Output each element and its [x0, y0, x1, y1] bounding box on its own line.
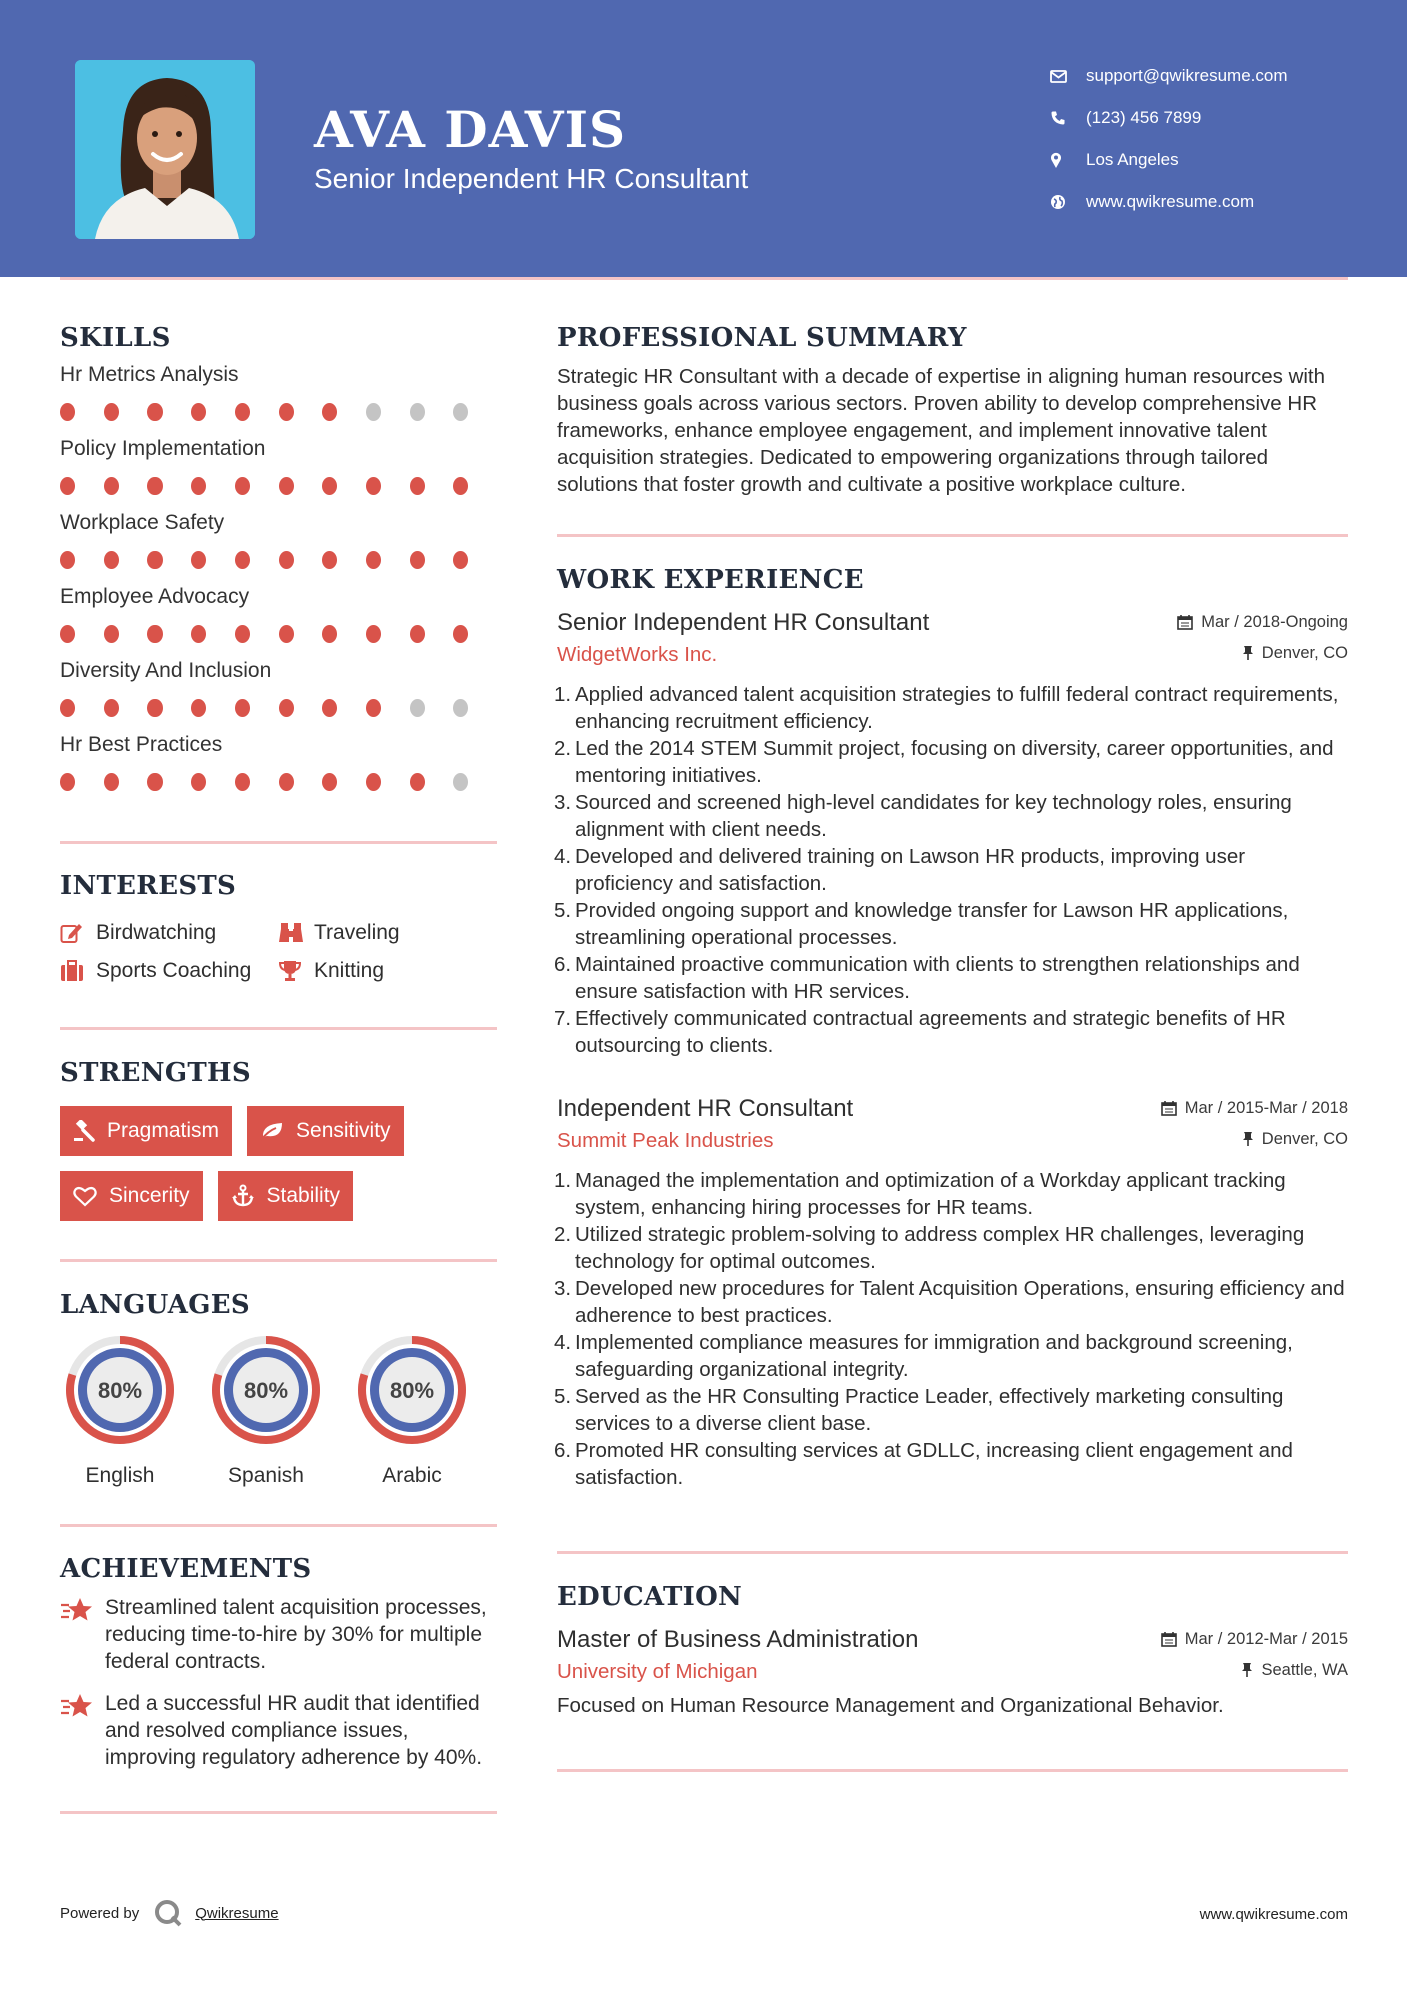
rating-dot-filled [191, 551, 206, 569]
interests-title: INTERESTS [60, 871, 237, 901]
section-divider [60, 1524, 497, 1527]
job-subheader [557, 1129, 1348, 1153]
duty-text: Implemented compliance measures for immigration and background screening, safeguarding organizational integrity. [575, 1331, 1293, 1381]
job-duties [554, 1167, 1348, 1491]
education-entry [557, 1626, 1348, 1719]
duty-text: Developed and delivered training on Lawson HR products, improving user proficiency and satisfaction. [575, 845, 1246, 895]
duty-item: 4. Developed and delivered training on Lawson HR products, improving user proficiency and satisfaction. [557, 843, 1348, 897]
achievements-section [60, 1554, 497, 1771]
rating-dot-filled [147, 773, 162, 791]
interest-label: Knitting [314, 959, 385, 982]
interest-label: Traveling [314, 921, 400, 944]
rating-dot-filled [322, 699, 337, 717]
duty-item: 5. Provided ongoing support and knowledge transfer for Lawson HR applications, streamlining operational processes. [557, 897, 1348, 951]
skill-item [60, 361, 497, 435]
star-badge-icon [60, 1594, 105, 1675]
rating-dot-filled [60, 403, 75, 421]
strengths-title: STRENGTHS [60, 1058, 251, 1088]
experience-section [554, 565, 1348, 1491]
rating-dot-filled [60, 773, 75, 791]
duty-text: Promoted HR consulting services at GDLLC, increasing client engagement and satisfaction. [575, 1439, 1293, 1489]
school-name: University of Michigan [557, 1660, 758, 1683]
language-progress-ring [60, 1330, 180, 1450]
job-title: Senior Independent HR Consultant [557, 609, 930, 636]
duty-text: Managed the implementation and optimization of a Workday applicant tracking system, enhancing hiring processes for HR teams. [575, 1169, 1286, 1219]
rating-dot-filled [453, 477, 468, 495]
contact-phone[interactable] [1050, 97, 1390, 139]
duty-text: Maintained proactive communication with clients to strengthen relationships and ensure satisfaction with HR services. [575, 953, 1300, 1003]
duty-text: Sourced and screened high-level candidates for key technology roles, ensuring alignment with client needs. [575, 791, 1292, 841]
rating-dot-filled [322, 403, 337, 421]
rating-dot-empty [366, 403, 381, 421]
skill-name: Hr Best Practices [60, 733, 223, 756]
language-percent: 80% [97, 1378, 143, 1403]
rating-dot-filled [60, 477, 75, 495]
skill-rating [60, 759, 497, 805]
duty-text: Provided ongoing support and knowledge transfer for Lawson HR applications, streamlining operational processes. [575, 899, 1289, 949]
skill-name: Workplace Safety [60, 511, 225, 534]
rating-dot-filled [147, 403, 162, 421]
job-entry [554, 609, 1348, 1059]
education-dates-text: Mar / 2012-Mar / 2015 [1184, 1629, 1348, 1648]
achievement-text: Led a successful HR audit that identified and resolved compliance issues, improving regulatory adherence by 40%. [105, 1692, 483, 1769]
skills-section [60, 323, 497, 805]
interest-item [278, 921, 478, 945]
skill-name: Policy Implementation [60, 437, 266, 460]
section-divider [60, 1027, 497, 1030]
rating-dot-filled [366, 773, 381, 791]
skills-title: SKILLS [60, 323, 171, 353]
language-percent: 80% [389, 1378, 435, 1403]
language-name: Arabic [382, 1464, 442, 1487]
leaf-icon [260, 1121, 284, 1141]
rating-dot-filled [104, 403, 119, 421]
language-item [180, 1330, 326, 1488]
job-duties [554, 681, 1348, 1059]
job-location-text: Denver, CO [1261, 643, 1348, 662]
language-item [326, 1330, 472, 1488]
education-location-text: Seattle, WA [1261, 1660, 1348, 1679]
qwikresume-link[interactable]: Qwikresume [195, 1904, 279, 1922]
rating-dot-empty [453, 699, 468, 717]
rating-dot-filled [104, 699, 119, 717]
rating-dot-filled [322, 551, 337, 569]
rating-dot-filled [147, 699, 162, 717]
summary-text: Strategic HR Consultant with a decade of expertise in aligning human resources with business goals across various sectors. Proven ability to develop comprehensive HR frameworks, enhance employee engagement, and implement innovative talent acquisition strategies. Dedicated to empowering organizations through tailored solutions that foster growth and cultivate a positive workplace culture. [557, 365, 1326, 496]
contact-email-text: support@qwikresume.com [1086, 66, 1288, 85]
phone-icon [1050, 110, 1086, 126]
job-subheader [557, 643, 1348, 667]
interest-item [60, 959, 278, 983]
duty-item: 4. Implemented compliance measures for immigration and background screening, safeguarding organizational integrity. [557, 1329, 1348, 1383]
binoculars-icon [278, 922, 314, 944]
duty-item: 3. Developed new procedures for Talent Acquisition Operations, ensuring efficiency and adherence to best practices. [557, 1275, 1348, 1329]
duty-item: 5. Served as the HR Consulting Practice Leader, effectively marketing consulting services to a diverse client base. [557, 1383, 1348, 1437]
achievement-item [60, 1690, 497, 1771]
duty-text: Utilized strategic problem-solving to address complex HR challenges, leveraging technology for optimal outcomes. [575, 1223, 1305, 1273]
strength-badge [60, 1106, 232, 1156]
section-divider [60, 1811, 497, 1814]
achievements-title: ACHIEVEMENTS [60, 1554, 312, 1584]
duty-item: 6. Maintained proactive communication with clients to strengthen relationships and ensure satisfaction with HR services. [557, 951, 1348, 1005]
rating-dot-filled [60, 699, 75, 717]
rating-dot-filled [235, 625, 250, 643]
company-name: WidgetWorks Inc. [557, 643, 718, 666]
rating-dot-filled [235, 699, 250, 717]
profile-photo [75, 60, 255, 239]
rating-dot-filled [453, 625, 468, 643]
rating-dot-filled [235, 403, 250, 421]
strength-badge [218, 1171, 354, 1221]
rating-dot-filled [191, 625, 206, 643]
rating-dot-filled [235, 773, 250, 791]
heart-icon [73, 1186, 97, 1207]
duty-item: 2. Utilized strategic problem-solving to address complex HR challenges, leveraging technology for optimal outcomes. [557, 1221, 1348, 1275]
gavel-icon [73, 1120, 95, 1142]
interests-section [60, 871, 497, 983]
section-divider [60, 1259, 497, 1262]
strength-badge [247, 1106, 404, 1156]
rating-dot-filled [191, 773, 206, 791]
education-header [557, 1626, 1348, 1654]
duty-item: 1. Managed the implementation and optimization of a Workday applicant tracking system, enhancing hiring processes for HR teams. [557, 1167, 1348, 1221]
job-dates [1161, 1099, 1348, 1118]
footer-powered-by [60, 1898, 279, 1928]
pushpin-icon [1241, 1662, 1253, 1678]
candidate-name: AVA DAVIS [314, 100, 627, 159]
footer-url[interactable]: www.qwikresume.com [1199, 1906, 1348, 1923]
trophy-icon [278, 960, 314, 982]
strength-badge [60, 1171, 203, 1221]
rating-dot-filled [279, 477, 294, 495]
skill-name: Hr Metrics Analysis [60, 363, 239, 386]
skill-rating [60, 463, 497, 509]
rating-dot-filled [235, 477, 250, 495]
rating-dot-filled [410, 625, 425, 643]
section-divider [557, 1769, 1348, 1772]
strength-label: Stability [266, 1184, 341, 1207]
contact-location-text: Los Angeles [1086, 150, 1179, 169]
briefcase-icon [60, 960, 96, 982]
language-percent: 80% [243, 1378, 289, 1403]
skill-item [60, 657, 497, 731]
language-progress-ring [352, 1330, 472, 1450]
duty-text: Served as the HR Consulting Practice Leader, effectively marketing consulting services to a diverse client base. [575, 1385, 1284, 1435]
summary-section [557, 323, 1348, 498]
strength-label: Sincerity [109, 1184, 190, 1207]
job-title: Independent HR Consultant [557, 1095, 854, 1122]
duty-item: 1. Applied advanced talent acquisition strategies to fulfill federal contract requirements, enhancing recruitment efficiency. [557, 681, 1348, 735]
skill-rating [60, 685, 497, 731]
interest-label: Birdwatching [96, 921, 217, 944]
job-entry [554, 1095, 1348, 1491]
qwikresume-logo-icon [153, 1898, 183, 1928]
job-header [557, 1095, 1348, 1123]
rating-dot-filled [147, 625, 162, 643]
section-divider [557, 534, 1348, 537]
resume-header [0, 0, 1407, 277]
powered-by-label: Powered by [60, 1904, 140, 1922]
rating-dot-filled [279, 403, 294, 421]
language-name: English [85, 1464, 155, 1487]
rating-dot-empty [453, 773, 468, 791]
skill-item [60, 509, 497, 583]
interests-list [60, 921, 497, 983]
degree-name: Master of Business Administration [557, 1626, 919, 1653]
rating-dot-filled [147, 551, 162, 569]
strength-label: Sensitivity [296, 1119, 391, 1142]
rating-dot-filled [453, 551, 468, 569]
right-column [554, 277, 1348, 1772]
contact-website-text: www.qwikresume.com [1086, 192, 1255, 211]
education-description: Focused on Human Resource Management and Organizational Behavior. [557, 1694, 1224, 1717]
rating-dot-filled [60, 551, 75, 569]
calendar-icon [1161, 1631, 1177, 1647]
skill-rating [60, 389, 497, 435]
job-header [557, 609, 1348, 637]
rating-dot-filled [322, 773, 337, 791]
job-location-text: Denver, CO [1261, 1129, 1348, 1148]
duty-text: Effectively communicated contractual agreements and strategic benefits of HR outsourcing to clients. [575, 1007, 1286, 1057]
anchor-icon [231, 1184, 255, 1208]
globe-icon [1050, 194, 1086, 210]
map-pin-icon [1050, 152, 1086, 169]
rating-dot-filled [235, 551, 250, 569]
rating-dot-filled [410, 773, 425, 791]
rating-dot-filled [366, 699, 381, 717]
job-location [1242, 644, 1348, 663]
languages-title: LANGUAGES [60, 1290, 250, 1320]
skill-item [60, 583, 497, 657]
section-divider [60, 841, 497, 844]
interest-item [278, 959, 478, 983]
calendar-icon [1161, 1100, 1177, 1116]
job-location [1242, 1130, 1348, 1149]
rating-dot-filled [104, 773, 119, 791]
pushpin-icon [1242, 645, 1254, 661]
interest-label: Sports Coaching [96, 959, 252, 982]
language-progress-ring [206, 1330, 326, 1450]
section-divider [557, 1551, 1348, 1554]
skill-name: Employee Advocacy [60, 585, 250, 608]
duty-item: 6. Promoted HR consulting services at GDLLC, increasing client engagement and satisfaction. [557, 1437, 1348, 1491]
rating-dot-filled [104, 477, 119, 495]
language-item [60, 1330, 180, 1488]
edit-icon [60, 922, 96, 944]
rating-dot-filled [410, 477, 425, 495]
rating-dot-filled [104, 625, 119, 643]
rating-dot-empty [410, 699, 425, 717]
contact-location [1050, 139, 1390, 181]
rating-dot-filled [366, 551, 381, 569]
rating-dot-filled [279, 625, 294, 643]
job-dates-text: Mar / 2018-Ongoing [1201, 612, 1348, 631]
contact-list [1050, 55, 1390, 223]
education-title: EDUCATION [557, 1582, 743, 1612]
rating-dot-filled [279, 699, 294, 717]
rating-dot-filled [279, 551, 294, 569]
education-dates [1161, 1630, 1348, 1649]
interest-item [60, 921, 278, 945]
rating-dot-filled [191, 477, 206, 495]
left-column [60, 277, 497, 1814]
rating-dot-filled [366, 625, 381, 643]
language-name: Spanish [228, 1464, 304, 1487]
languages-list [60, 1330, 497, 1488]
strength-label: Pragmatism [107, 1119, 220, 1142]
contact-website[interactable] [1050, 181, 1390, 223]
education-subheader [557, 1660, 1348, 1684]
rating-dot-filled [322, 477, 337, 495]
job-dates-text: Mar / 2015-Mar / 2018 [1184, 1098, 1348, 1117]
skill-item [60, 435, 497, 509]
company-name: Summit Peak Industries [557, 1129, 774, 1152]
skill-rating [60, 611, 497, 657]
achievement-text: Streamlined talent acquisition processes, reducing time-to-hire by 30% for multiple federal contracts. [105, 1596, 487, 1673]
rating-dot-filled [410, 551, 425, 569]
achievements-list [60, 1594, 497, 1771]
strengths-list [60, 1106, 497, 1221]
candidate-headline: Senior Independent HR Consultant [314, 163, 749, 194]
duty-item: 3. Sourced and screened high-level candidates for key technology roles, ensuring alignment with client needs. [557, 789, 1348, 843]
duty-text: Developed new procedures for Talent Acquisition Operations, ensuring efficiency and adherence to best practices. [575, 1277, 1345, 1327]
contact-phone-text: (123) 456 7899 [1086, 108, 1202, 127]
calendar-icon [1177, 614, 1193, 630]
rating-dot-filled [104, 551, 119, 569]
duty-text: Led the 2014 STEM Summit project, focusing on diversity, career opportunities, and mentoring initiatives. [575, 737, 1334, 787]
contact-email[interactable] [1050, 55, 1390, 97]
pushpin-icon [1242, 1131, 1254, 1147]
skill-rating [60, 537, 497, 583]
rating-dot-filled [60, 625, 75, 643]
achievement-item [60, 1594, 497, 1675]
rating-dot-empty [410, 403, 425, 421]
rating-dot-filled [279, 773, 294, 791]
strengths-section [60, 1058, 497, 1221]
rating-dot-filled [366, 477, 381, 495]
summary-title: PROFESSIONAL SUMMARY [557, 323, 967, 353]
rating-dot-filled [191, 403, 206, 421]
rating-dot-filled [147, 477, 162, 495]
job-dates [1177, 613, 1348, 632]
skill-item [60, 731, 497, 805]
envelope-icon [1050, 70, 1086, 83]
duty-item: 7. Effectively communicated contractual agreements and strategic benefits of HR outsourcing to clients. [557, 1005, 1348, 1059]
education-section [557, 1582, 1348, 1719]
rating-dot-filled [191, 699, 206, 717]
rating-dot-empty [453, 403, 468, 421]
duty-text: Applied advanced talent acquisition strategies to fulfill federal contract requirements, enhancing recruitment efficiency. [575, 683, 1339, 733]
skills-list [60, 361, 497, 805]
skill-name: Diversity And Inclusion [60, 659, 272, 682]
star-badge-icon [60, 1690, 105, 1771]
experience-title: WORK EXPERIENCE [557, 565, 864, 595]
education-location [1241, 1661, 1348, 1680]
duty-item: 2. Led the 2014 STEM Summit project, focusing on diversity, career opportunities, and mentoring initiatives. [557, 735, 1348, 789]
languages-section [60, 1290, 497, 1488]
rating-dot-filled [322, 625, 337, 643]
